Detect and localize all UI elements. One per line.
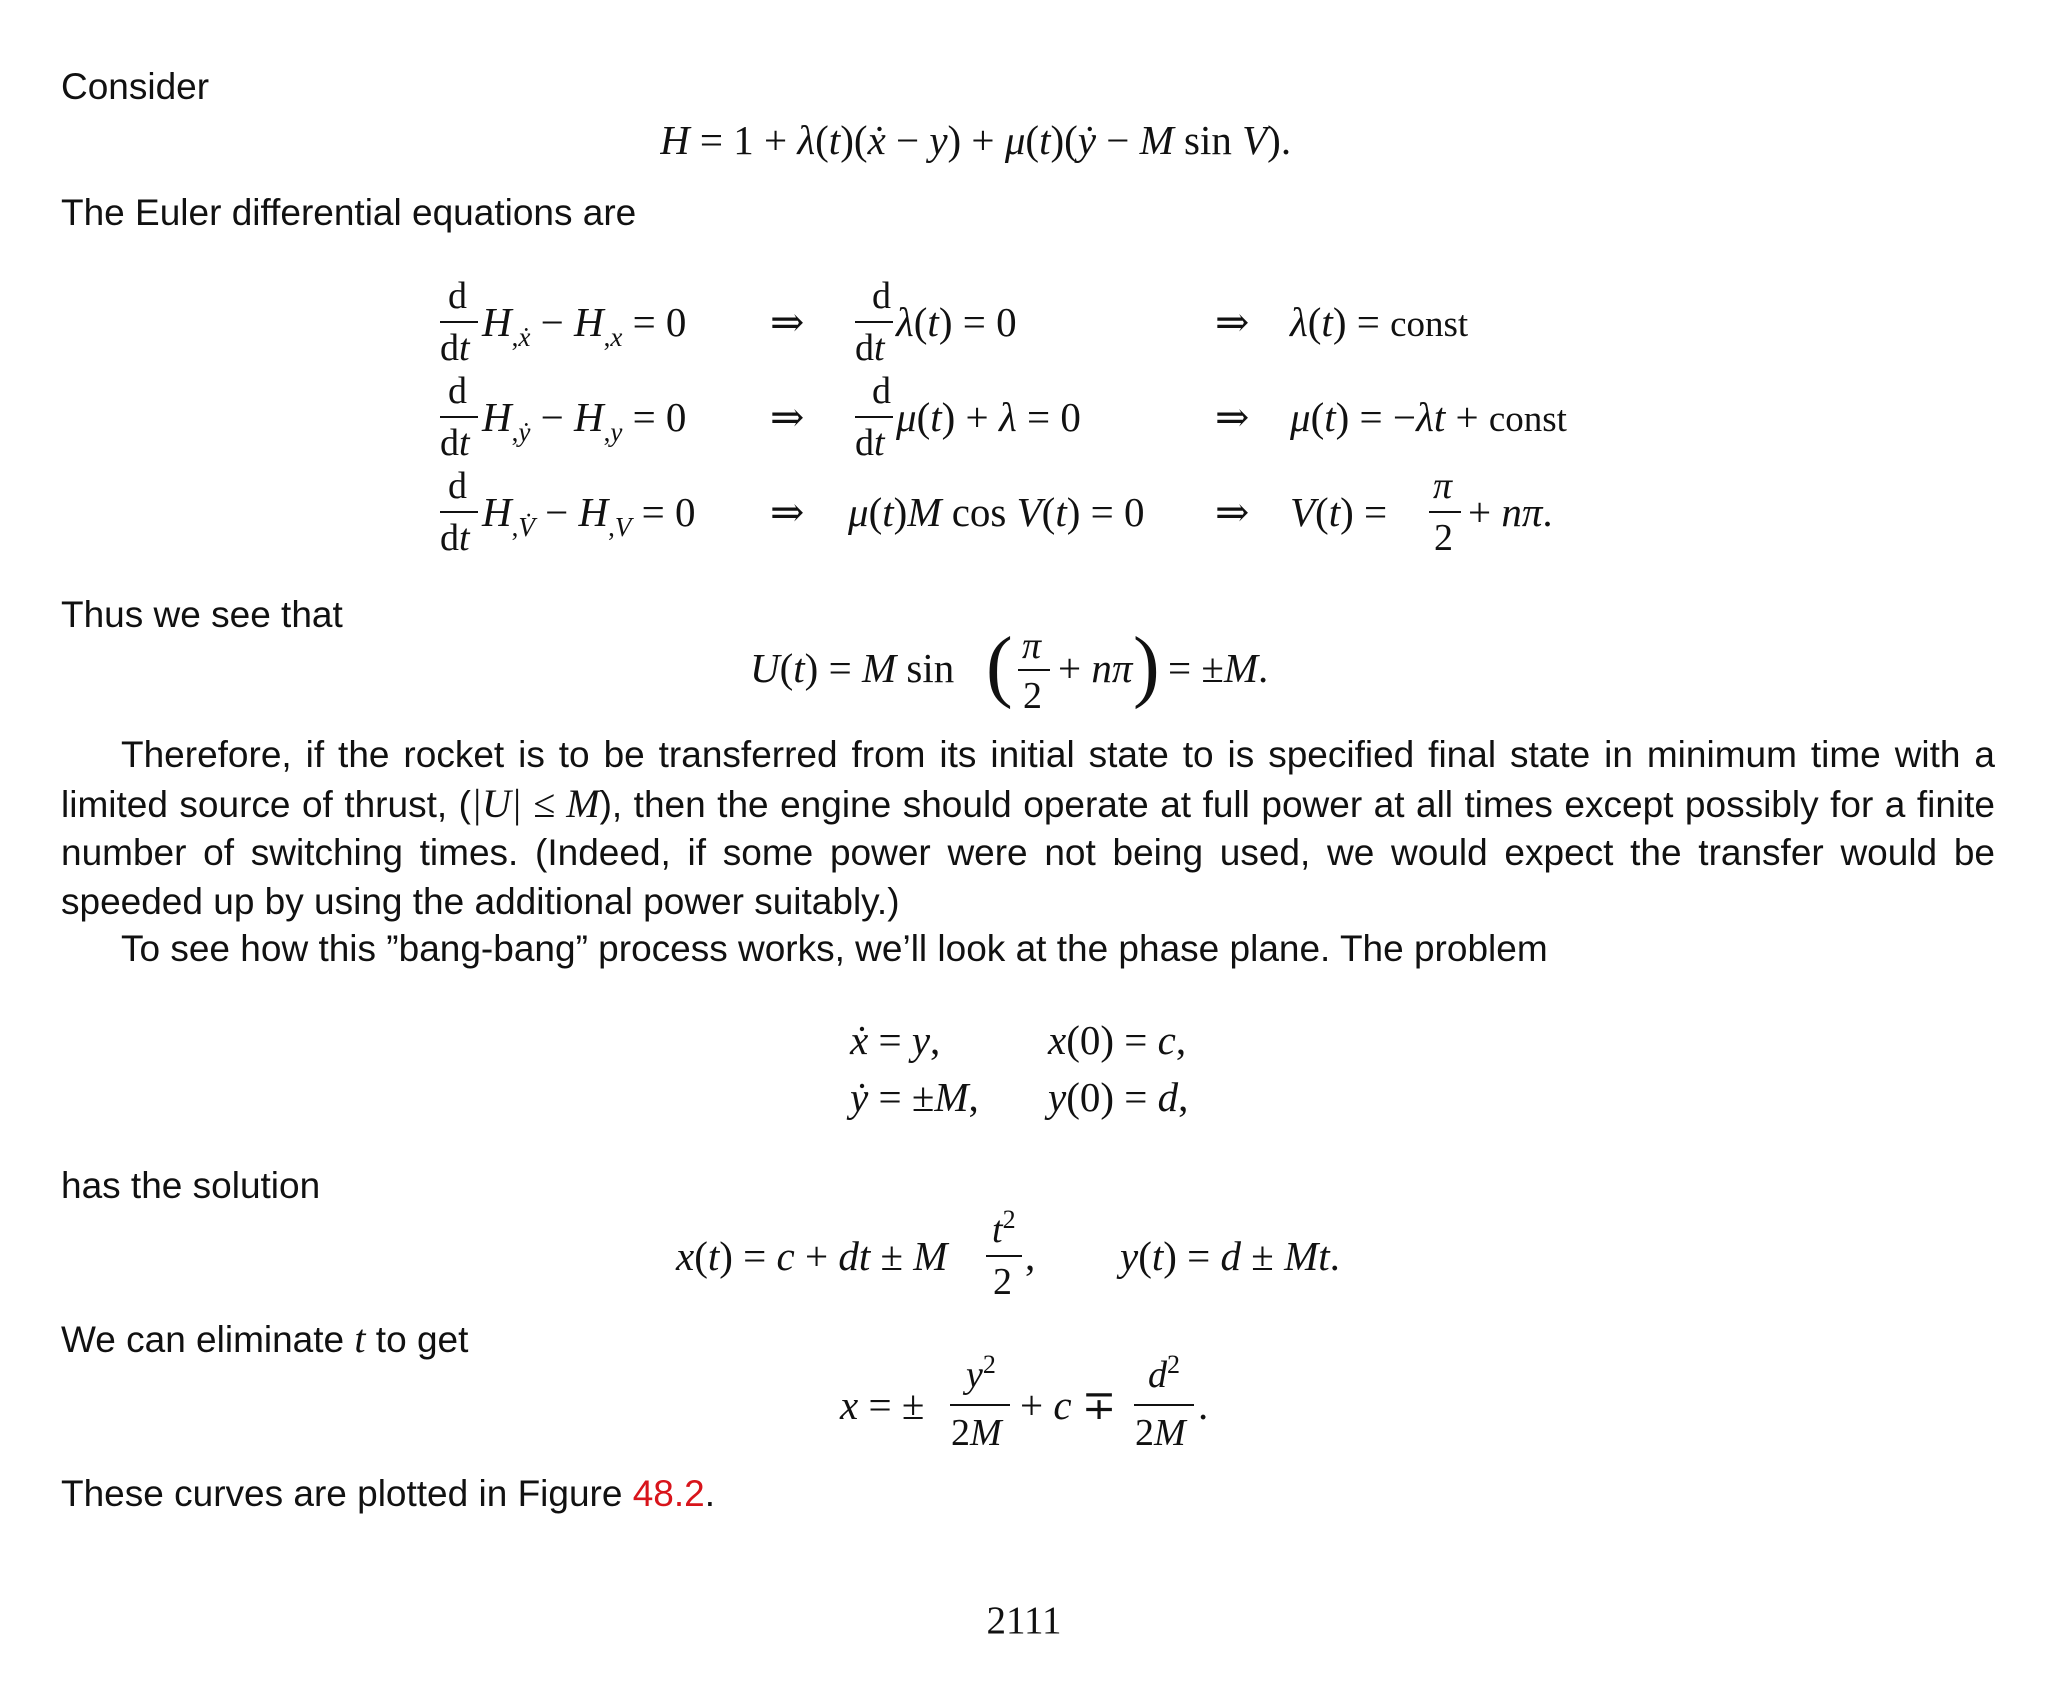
svg-text:d: d [872, 370, 891, 412]
text-consider: Consider [61, 66, 210, 107]
svg-text:H,ẏ − H,y = 0: $H_,ẏ - H_,y = 0$ [482, 394, 687, 447]
svg-text:ẋ = y,: ẋ = y, [850, 1017, 941, 1063]
svg-text:d: d [448, 275, 467, 317]
svg-text:μ(t) = −λt + const: μ(t) = −λt + const [1290, 394, 1567, 440]
system-row-2 [846, 1074, 1188, 1120]
paragraph-phase-plane: To see how this ”bang-bang” process works, we’ll look at the phase plane. The problem [121, 928, 1548, 969]
svg-text:U(t) = M sin: U(t) = M sin [750, 645, 955, 691]
figure-reference-link[interactable]: 48.2 [632, 1473, 705, 1514]
inline-var-t: t [354, 1316, 366, 1361]
text-has-solution: has the solution [61, 1165, 321, 1206]
svg-text:y2: $y^2$ [966, 1355, 996, 1396]
text-eliminate-part2: to get [365, 1319, 469, 1360]
text-euler-intro: The Euler differential equations are [61, 192, 637, 233]
svg-text:⇒: ⇒ [1215, 489, 1250, 535]
svg-text:x(t) = c + dt ± M: x(t) = c + dt ± M [676, 1233, 948, 1279]
svg-text:x = ±: x = ± [840, 1382, 925, 1428]
svg-text:μ(t) + λ = 0: μ(t) + λ = 0 [896, 394, 1081, 440]
svg-text:dt: dt [855, 422, 885, 464]
svg-text:): ) [1133, 622, 1160, 710]
svg-text:μ(t)M cos V(t) = 0: μ(t)M cos V(t) = 0 [848, 489, 1145, 535]
text-curves-part2: . [704, 1473, 716, 1514]
svg-text:= ±M.: = ±M. [1168, 645, 1269, 691]
svg-text:dt: dt [440, 327, 470, 369]
equation-euler-array [430, 272, 1680, 572]
svg-text:d: d [448, 370, 467, 412]
svg-text:ẏ = ±M,: ẏ = ±M, [850, 1074, 979, 1120]
svg-text:+ nπ.: + nπ. [1468, 489, 1553, 535]
svg-text:⇒: ⇒ [770, 299, 805, 345]
svg-text:t2: $t^2$ [992, 1205, 1016, 1251]
svg-text:⇒: ⇒ [1215, 394, 1250, 440]
text-eliminate [61, 1315, 468, 1362]
svg-text:π: π [1433, 465, 1453, 507]
euler-row-1 [440, 275, 1469, 369]
svg-text:x(0) = c,: x(0) = c, [1048, 1017, 1187, 1063]
svg-text:d2: $d^2$ [1148, 1355, 1180, 1396]
paragraph-therefore [61, 731, 1995, 926]
svg-text:⇒: ⇒ [1215, 299, 1250, 345]
svg-text:H,V̇ − H,V = 0: $H_,V̇ - H_,V = 0$ [482, 489, 696, 542]
equation-system [840, 1010, 1240, 1130]
svg-text:2: 2 [1434, 517, 1453, 559]
svg-text:λ(t) = const: λ(t) = const [1290, 299, 1469, 345]
svg-text:λ(t) = 0: λ(t) = 0 [896, 299, 1017, 345]
paragraph-therefore-part2: ), then the engine should operate at full power at all times except possibly for a finite number of switching times. (Indeed, if some power were not being used, we would expect the transfer would be speeded up by using the additional power suitably.) [61, 783, 1995, 922]
svg-text:2M: 2M [1135, 1412, 1186, 1454]
svg-text:2M: 2M [951, 1412, 1002, 1454]
svg-text:y(0) = d,: y(0) = d, [1048, 1074, 1189, 1120]
svg-text:(: ( [986, 622, 1013, 710]
svg-text:+ nπ: + nπ [1058, 645, 1133, 691]
svg-text:⇒: ⇒ [770, 489, 805, 535]
svg-text:dt: dt [440, 517, 470, 559]
page-number: 2111 [986, 1599, 1062, 1642]
inline-math-thrust-bound: |U| ≤ M [470, 780, 600, 826]
svg-text:2: 2 [993, 1261, 1012, 1303]
equation-solution [670, 1200, 1390, 1310]
svg-text:2: 2 [1023, 675, 1042, 717]
svg-text:,: , [1025, 1233, 1036, 1279]
text-eliminate-part1: We can eliminate [61, 1319, 355, 1360]
svg-text:d: d [872, 275, 891, 317]
svg-text:dt: dt [855, 327, 885, 369]
equation-eliminated [830, 1355, 1230, 1465]
svg-text:⇒: ⇒ [770, 394, 805, 440]
svg-text:d: d [448, 465, 467, 507]
text-curves-part1: These curves are plotted in Figure [61, 1473, 633, 1514]
svg-text:H,ẋ − H,x = 0: $H_,ẋ - H_,x = 0$ [482, 299, 687, 352]
text-thus: Thus we see that [61, 594, 343, 635]
paragraph-therefore-part1: Therefore, if the rocket is to be transferred from its initial state to is specified final state in minimum time with a limited source of thrust, ( [61, 734, 1995, 825]
svg-text:.: . [1198, 1382, 1209, 1428]
system-row-1 [849, 1017, 1186, 1063]
svg-text:V(t) =: V(t) = [1290, 489, 1388, 535]
svg-text:H = 1 + λ(t)(ẋ − y) + μ(t)(ẏ −: H = 1 + λ(t)(ẋ − y) + μ(t)(ẏ − M sin V). [660, 117, 1292, 163]
text-curves [61, 1473, 715, 1515]
euler-row-2 [440, 370, 1568, 464]
equation-hamiltonian [660, 112, 1420, 172]
svg-text:dt: dt [440, 422, 470, 464]
euler-row-3 [440, 465, 1553, 559]
svg-text:+ c ∓: + c ∓ [1020, 1382, 1117, 1428]
svg-text:π: π [1022, 625, 1042, 667]
svg-text:y(t) = d ± Mt.: y(t) = d ± Mt. [1120, 1233, 1340, 1279]
equation-u-result [750, 622, 1310, 722]
